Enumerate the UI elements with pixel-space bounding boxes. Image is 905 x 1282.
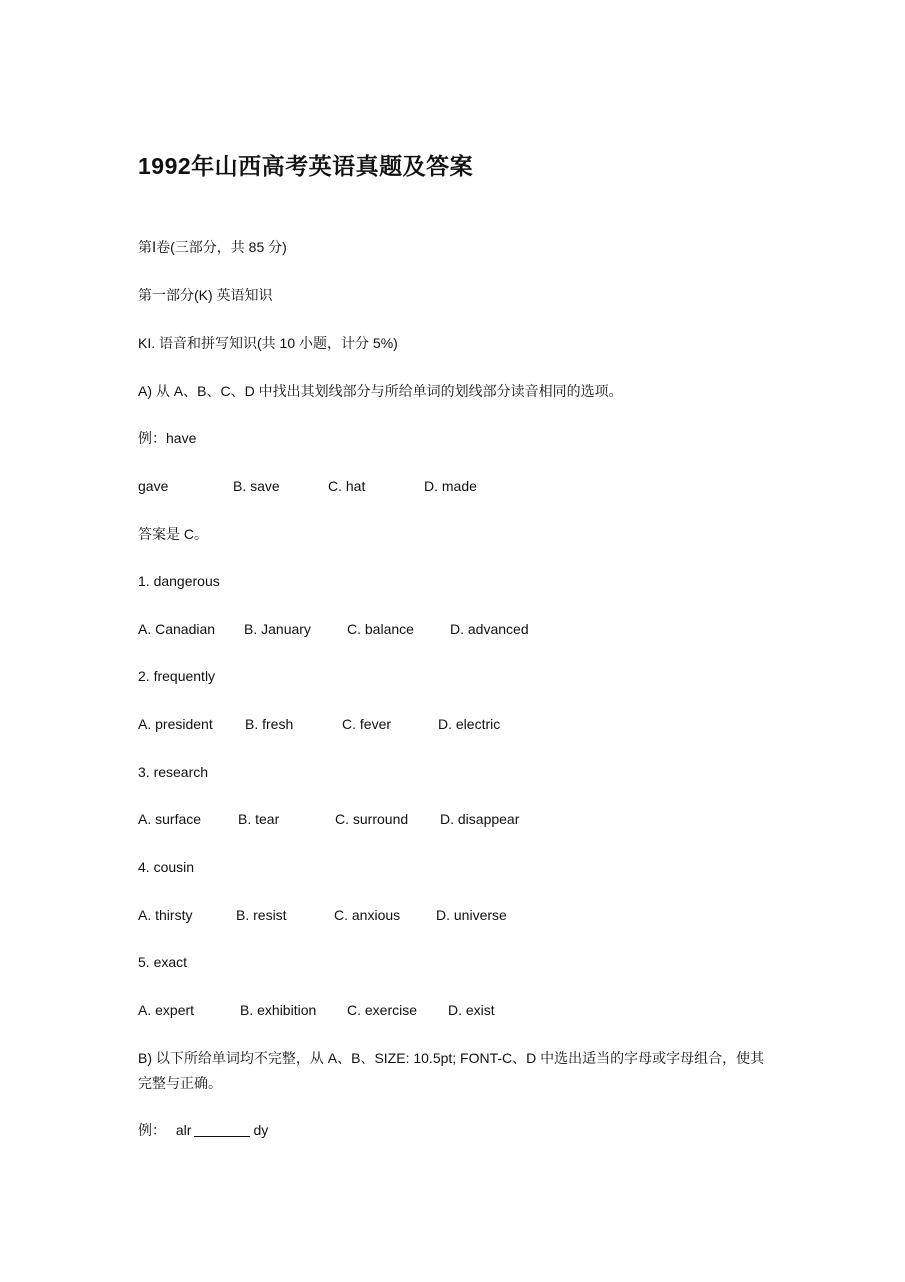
option-c: C. balance <box>347 621 414 637</box>
question-options <box>138 714 658 734</box>
option-b: B. exhibition <box>240 1002 317 1018</box>
question-stem: 1. dangerous <box>138 573 220 589</box>
question-options <box>138 619 658 639</box>
option-c: C. fever <box>342 716 392 732</box>
instruction-b: B) 以下所给单词均不完整，从 A、B、SIZE: 10.5pt; FONT-C、D 中选出适当的字母或字母组合，使其完整与正确。 <box>138 1050 765 1091</box>
option-c: C. exercise <box>347 1002 418 1018</box>
option-a: A. expert <box>138 1002 195 1018</box>
example-option: C. hat <box>328 478 366 494</box>
option-b: B. tear <box>238 811 280 827</box>
option-a: A. surface <box>138 811 202 827</box>
option-b: B. resist <box>236 907 287 923</box>
option-a: A. thirsty <box>138 907 193 923</box>
question-stem: 2. frequently <box>138 668 216 684</box>
option-b: B. fresh <box>245 716 294 732</box>
option-d: D. advanced <box>450 621 529 637</box>
option-a: A. Canadian <box>138 621 216 637</box>
section-heading: KI. 语音和拼写知识(共 10 小题，计分 5%) <box>138 335 398 351</box>
question-stem: 3. research <box>138 764 209 780</box>
example-label: 例：have <box>138 430 197 446</box>
part-heading: 第一部分(K) 英语知识 <box>138 287 273 303</box>
question-stem: 5. exact <box>138 954 188 970</box>
option-c: C. anxious <box>334 907 401 923</box>
question-stem: 4. cousin <box>138 859 195 875</box>
option-b: B. January <box>244 621 311 637</box>
example-b-prefix: alr <box>175 1122 192 1138</box>
question-options <box>138 905 658 925</box>
document-title: 1992年山西高考英语真题及答案 <box>138 153 474 179</box>
option-c: C. surround <box>335 811 409 827</box>
option-d: D. exist <box>448 1002 495 1018</box>
example-answer: 答案是 C。 <box>138 526 208 542</box>
option-a: A. president <box>138 716 213 732</box>
option-d: D. universe <box>436 907 507 923</box>
example-options <box>138 476 638 496</box>
fill-blank <box>194 1122 250 1137</box>
instruction-a: A) 从 A、B、C、D 中找出其划线部分与所给单词的划线部分读音相同的选项。 <box>138 383 623 399</box>
example-b-label: 例： <box>138 1122 166 1138</box>
option-d: D. electric <box>438 716 501 732</box>
example-option: B. save <box>233 478 280 494</box>
question-options <box>138 809 658 829</box>
option-d: D. disappear <box>440 811 520 827</box>
example-b <box>138 1120 268 1140</box>
example-option: gave <box>138 478 169 494</box>
volume-heading: 第Ⅰ卷(三部分，共 85 分) <box>138 239 287 255</box>
example-option: D. made <box>424 478 477 494</box>
question-options <box>138 1000 658 1020</box>
example-b-suffix: dy <box>253 1122 269 1138</box>
